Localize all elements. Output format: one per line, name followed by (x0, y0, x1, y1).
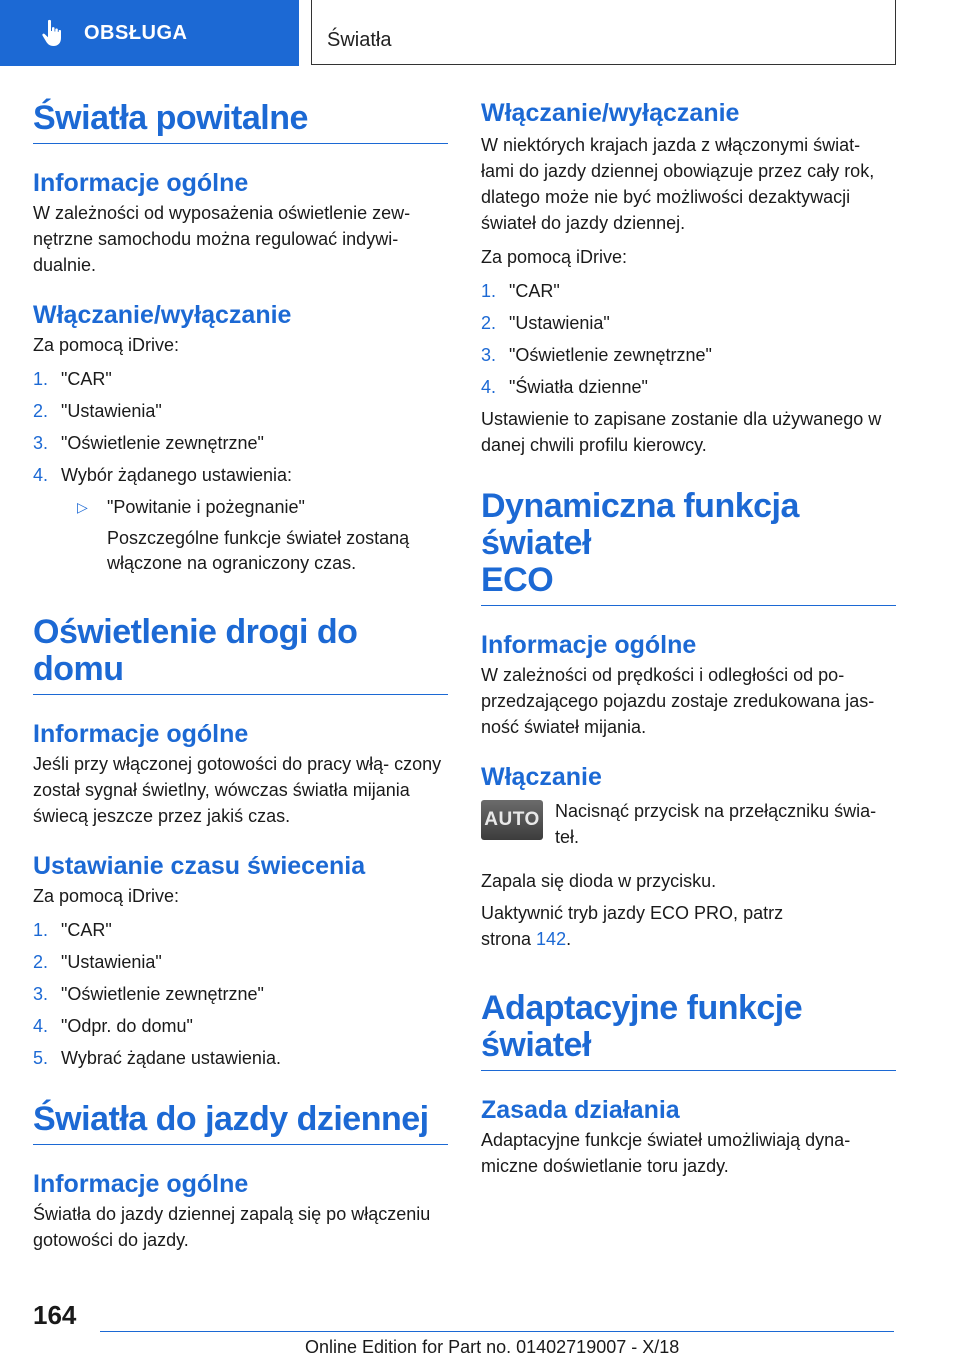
chapter-title: Światła (327, 29, 392, 51)
led-text: Zapala się dioda w przycisku. (481, 871, 717, 891)
auto-text: Nacisnąć przycisk na przełączniku świa- teł. (555, 801, 877, 847)
page-number: 164 (33, 1300, 77, 1330)
section-divider (33, 1144, 448, 1145)
pointing-hand-icon (40, 19, 66, 47)
auto-button-icon: AUTO (481, 800, 543, 840)
welcome-general-text: W zależności od wyposażenia oświetlenie zew- nętrzne samochodu można regulować indywi- dualnie. (33, 203, 411, 275)
footer-edition: Online Edition for Part no. 01402719007 - X/18 (305, 1337, 680, 1357)
list-item: 4. "Odpr. do domu" (33, 1016, 193, 1036)
eco-general-heading: Informacje ogólne (481, 631, 697, 659)
triangle-bullet-icon: ▷ (77, 499, 88, 515)
page-reference: strona 142. (481, 929, 572, 949)
home-steps (33, 917, 448, 1071)
list-item: 2. "Ustawienia" (33, 952, 162, 972)
eco-general-text: W zależności od prędkości i odległości od po- przedzającego pojazdu zostaje zredukowana jas- ność świateł mijania. (481, 665, 875, 737)
section-tab (0, 0, 299, 66)
page-link[interactable]: 142 (536, 929, 567, 949)
daytime-onoff-note: Ustawienie to zapisane zostanie dla używanego w danej chwili profilu kierowcy. (481, 409, 882, 455)
list-item: 5. Wybrać żądane ustawienia. (33, 1048, 281, 1068)
adaptive-principle-heading: Zasada działania (481, 1096, 680, 1124)
daytime-general-heading: Informacje ogólne (33, 1170, 249, 1198)
home-time-intro: Za pomocą iDrive: (33, 886, 180, 906)
welcome-general-heading: Informacje ogólne (33, 169, 249, 197)
left-column (33, 100, 448, 1253)
home-general-text: Jeśli przy włączonej gotowości do pracy włą- czony został sygnał świetlny, wówczas światła mijania świecą jeszcze przez jakiś czas. (33, 754, 442, 826)
activate-text: Uaktywnić tryb jazdy ECO PRO, patrz (481, 903, 784, 923)
sub-list-text: Poszczególne funkcje świateł zostaną włączone na ograniczony czas. (107, 528, 410, 573)
list-item: 2. "Ustawienia" (481, 313, 610, 333)
daytime-onoff-text: W niektórych krajach jazda z włączonymi świat- łami do jazdy dziennej obowiązuje przez cały rok, dlatego może nie być możliwości dezaktywacji świateł do jazdy dziennej. (481, 135, 875, 233)
welcome-title: Światła powitalne (33, 99, 308, 137)
list-item: 4. Wybór żądanego ustawienia: (33, 465, 292, 485)
list-item: 1. "CAR" (481, 281, 560, 301)
section-divider (33, 694, 448, 695)
adaptive-title: Adaptacyjne funkcje świateł (481, 989, 803, 1064)
eco-on-heading: Włączanie (481, 763, 602, 791)
list-item: 1. "CAR" (33, 369, 112, 389)
eco-title: Dynamiczna funkcja świateł ECO (481, 487, 799, 599)
list-item: 3. "Oświetlenie zewnętrzne" (33, 433, 264, 453)
home-title: Oświetlenie drogi do domu (33, 613, 358, 688)
daytime-title: Światła do jazdy dziennej (33, 1100, 429, 1138)
section-divider (481, 605, 896, 606)
section-divider (481, 1070, 896, 1071)
welcome-steps (33, 366, 448, 488)
home-time-heading: Ustawianie czasu świecenia (33, 852, 366, 880)
adaptive-principle-text: Adaptacyjne funkcje świateł umożliwiają dyna- miczne doświetlanie toru jazdy. (481, 1130, 851, 1176)
list-item: 3. "Oświetlenie zewnętrzne" (481, 345, 712, 365)
sub-list-item: ▷ "Powitanie i pożegnanie" (77, 494, 448, 520)
welcome-onoff-heading: Włączanie/wyłączanie (33, 301, 292, 329)
welcome-onoff-intro: Za pomocą iDrive: (33, 335, 180, 355)
right-column (481, 98, 896, 1179)
section-divider (33, 143, 448, 144)
list-item: 4. "Światła dzienne" (481, 377, 648, 397)
list-item: 3. "Oświetlenie zewnętrzne" (33, 984, 264, 1004)
section-label: OBSŁUGA (84, 21, 188, 44)
home-general-heading: Informacje ogólne (33, 720, 249, 748)
chapter-header (311, 0, 896, 65)
daytime-onoff-intro: Za pomocą iDrive: (481, 247, 628, 267)
daytime-general-text: Światła do jazdy dziennej zapalą się po włączeniu gotowości do jazdy. (33, 1204, 431, 1250)
auto-instruction (481, 798, 896, 850)
list-item: 1. "CAR" (33, 920, 112, 940)
footer-divider (100, 1331, 894, 1332)
list-item: 2. "Ustawienia" (33, 401, 162, 421)
daytime-steps (481, 278, 896, 400)
daytime-onoff-heading: Włączanie/wyłączanie (481, 99, 740, 127)
